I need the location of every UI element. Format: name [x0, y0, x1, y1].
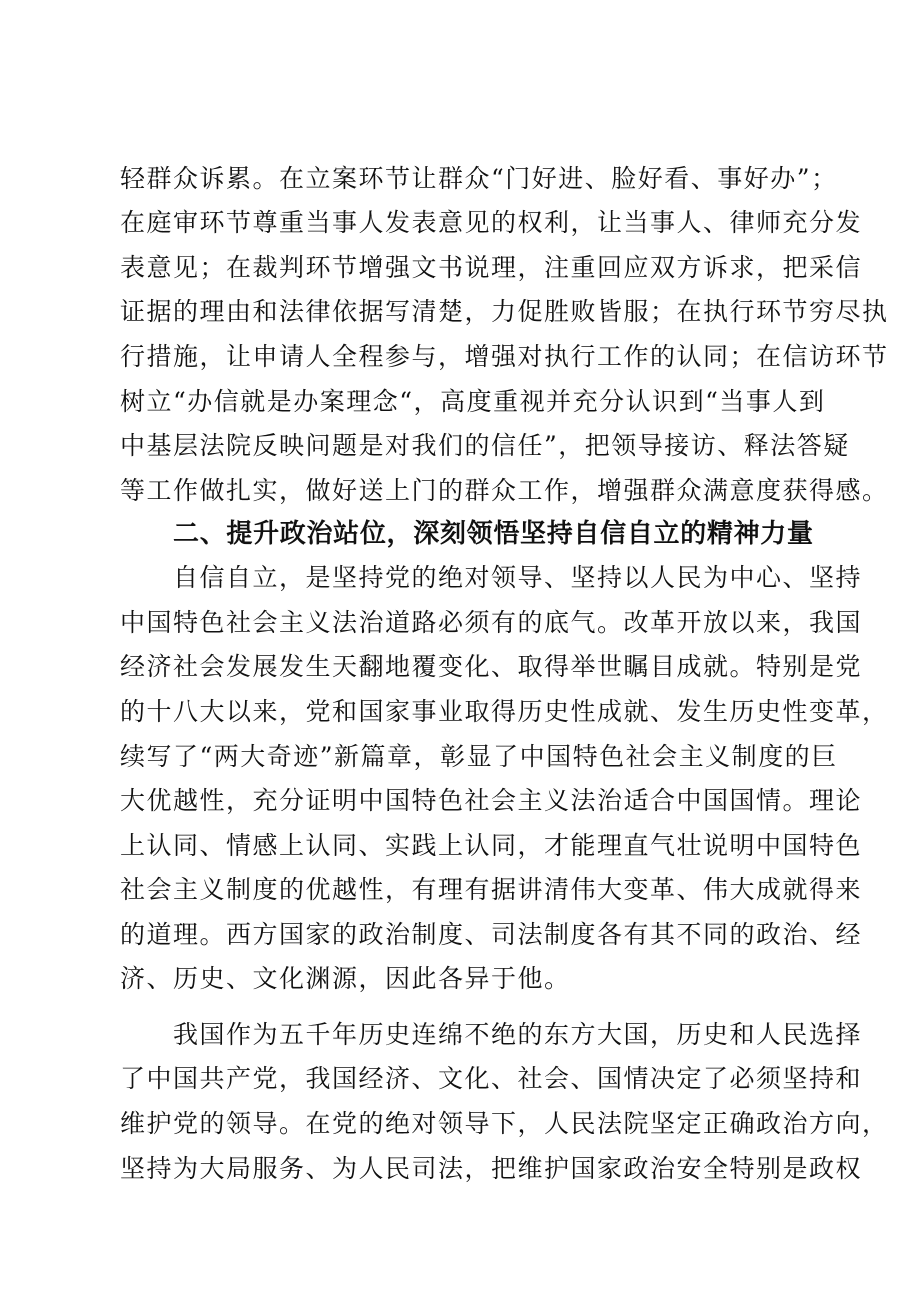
paragraph-1-line-3: 表意见；在裁判环节增强文书说理，注重回应双方诉求，把采信: [120, 253, 863, 282]
paragraph-1-line-4: 证据的理由和法律依据写清楚，力促胜败皆服；在执行环节穷尽执: [120, 297, 889, 326]
paragraph-2-line-6: 大优越性，充分证明中国特色社会主义法治适合中国国情。理论: [120, 786, 863, 815]
paragraph-2-line-8: 社会主义制度的优越性，有理有据讲清伟大变革、伟大成就得来: [120, 875, 863, 904]
paragraph-2-line-3: 经济社会发展发生天翻地覆变化、取得举世瞩目成就。特别是党: [120, 652, 863, 681]
paragraph-1-line-2: 在庭审环节尊重当事人发表意见的权利，让当事人、律师充分发: [120, 208, 863, 237]
paragraph-2-line-2: 中国特色社会主义法治道路必须有的底气。改革开放以来，我国: [120, 608, 863, 637]
paragraph-1-line-6: 树立“办信就是办案理念“，高度重视并充分认识到“当事人到: [120, 387, 826, 416]
paragraph-2-line-7: 上认同、情感上认同、实践上认同，才能理直气壮说明中国特色: [120, 831, 863, 860]
paragraph-3-line-4: 坚持为大局服务、为人民司法，把维护国家政治安全特别是政权: [120, 1154, 863, 1183]
paragraph-3-line-1: 我国作为五千年历史连绵不绝的东方大国，历史和人民选择: [173, 1020, 863, 1049]
paragraph-1-line-7: 中基层法院反映问题是对我们的信任”，把领导接访、释法答疑: [120, 431, 850, 460]
paragraph-3-line-2: 了中国共产党，我国经济、文化、社会、国情决定了必须坚持和: [120, 1064, 863, 1093]
paragraph-2-line-1: 自信自立，是坚持党的绝对领导、坚持以人民为中心、坚持: [173, 563, 863, 592]
paragraph-1-line-5: 行措施，让申请人全程参与，增强对执行工作的认同；在信访环节: [120, 342, 889, 371]
paragraph-1-line-8: 等工作做扎实，做好送上门的群众工作，增强群众满意度获得感。: [120, 476, 889, 505]
paragraph-3-line-3: 维护党的领导。在党的绝对领导下，人民法院坚定正确政治方向，: [120, 1109, 889, 1138]
paragraph-2-line-9: 的道理。西方国家的政治制度、司法制度各有其不同的政治、经: [120, 920, 863, 949]
section-heading-2: 二、提升政治站位，深刻领悟坚持自信自立的精神力量: [173, 519, 813, 549]
paragraph-2-line-4: 的十八大以来，党和国家事业取得历史性成就、发生历史性变革，: [120, 697, 889, 726]
paragraph-2-line-5: 续写了“两大奇迹”新篇章，彰显了中国特色社会主义制度的巨: [120, 742, 838, 771]
paragraph-2-line-10: 济、历史、文化渊源，因此各异于他。: [120, 964, 571, 993]
paragraph-1-line-1: 轻群众诉累。在立案环节让群众“门好进、脸好看、事好办”；: [120, 164, 838, 193]
